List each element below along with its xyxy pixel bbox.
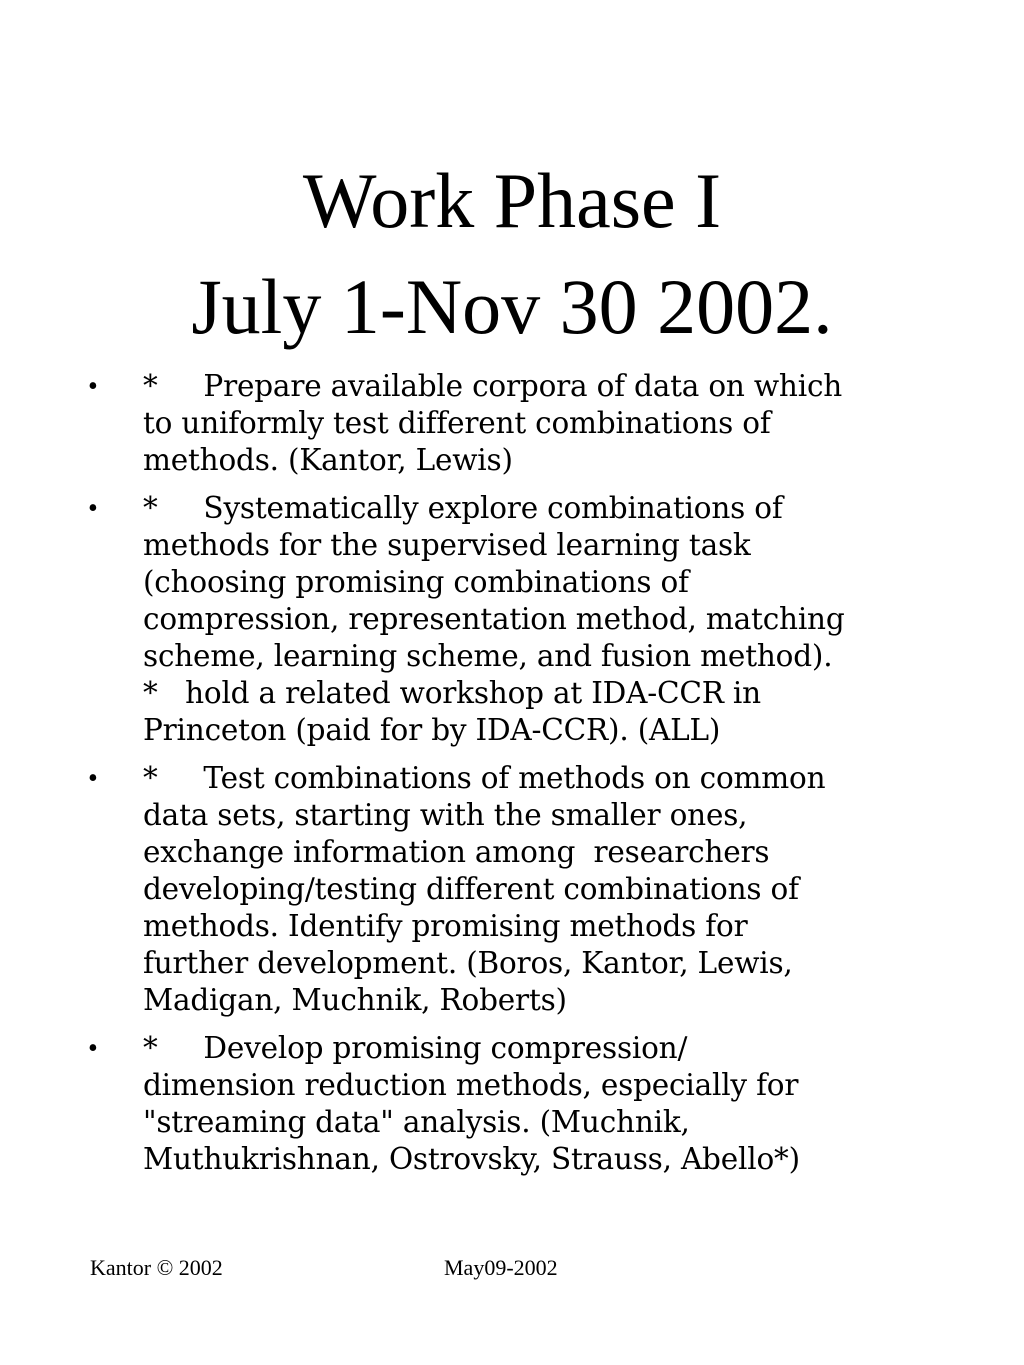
bullet-2-line-1: * Systematically explore combinations of [143, 491, 783, 525]
title-line-2: July 1-Nov 30 2002. [191, 263, 833, 350]
bullet-marker: • [88, 371, 98, 402]
bullet-3-line-5: methods. Identify promising methods for [143, 909, 748, 943]
slide-title [0, 148, 1024, 360]
bullet-4-line-1: * Develop promising compression/ [143, 1031, 688, 1065]
bullet-item-2 [88, 490, 988, 749]
footer-copyright: Kantor © 2002 [90, 1255, 223, 1280]
bullet-2-line-4: compression, representation method, matching [143, 602, 845, 636]
bullet-4-line-3: "streaming data" analysis. (Muchnik, [143, 1105, 690, 1139]
bullet-2-line-2: methods for the supervised learning task [143, 528, 751, 562]
title-line-1: Work Phase I [302, 157, 722, 244]
bullet-3-line-3: exchange information among researchers [143, 835, 770, 869]
bullet-1-line-3: methods. (Kantor, Lewis) [143, 443, 513, 477]
bullet-2-line-6: * hold a related workshop at IDA-CCR in [143, 676, 761, 710]
bullet-marker: • [88, 493, 98, 524]
bullet-marker: • [88, 763, 98, 794]
bullet-1-line-2: to uniformly test different combinations of [143, 406, 771, 440]
bullet-list [88, 368, 988, 1189]
bullet-item-1 [88, 368, 988, 479]
footer-date: May09-2002 [444, 1255, 558, 1280]
bullet-item-4 [88, 1030, 988, 1178]
bullet-1-line-1: * Prepare available corpora of data on which [143, 369, 843, 403]
bullet-2-line-7: Princeton (paid for by IDA-CCR). (ALL) [143, 713, 721, 747]
bullet-item-3 [88, 760, 988, 1019]
bullet-3-line-2: data sets, starting with the smaller ones, [143, 798, 748, 832]
bullet-2-line-3: (choosing promising combinations of [143, 565, 689, 599]
bullet-4-line-2: dimension reduction methods, especially for [143, 1068, 799, 1102]
bullet-marker: • [88, 1033, 98, 1064]
bullet-3-line-7: Madigan, Muchnik, Roberts) [143, 983, 567, 1017]
bullet-4-line-4: Muthukrishnan, Ostrovsky, Strauss, Abello*) [143, 1142, 800, 1176]
bullet-2-line-5: scheme, learning scheme, and fusion method). [143, 639, 833, 673]
bullet-3-line-1: * Test combinations of methods on common [143, 761, 826, 795]
bullet-3-line-6: further development. (Boros, Kantor, Lewis, [143, 946, 793, 980]
bullet-3-line-4: developing/testing different combinations of [143, 872, 799, 906]
